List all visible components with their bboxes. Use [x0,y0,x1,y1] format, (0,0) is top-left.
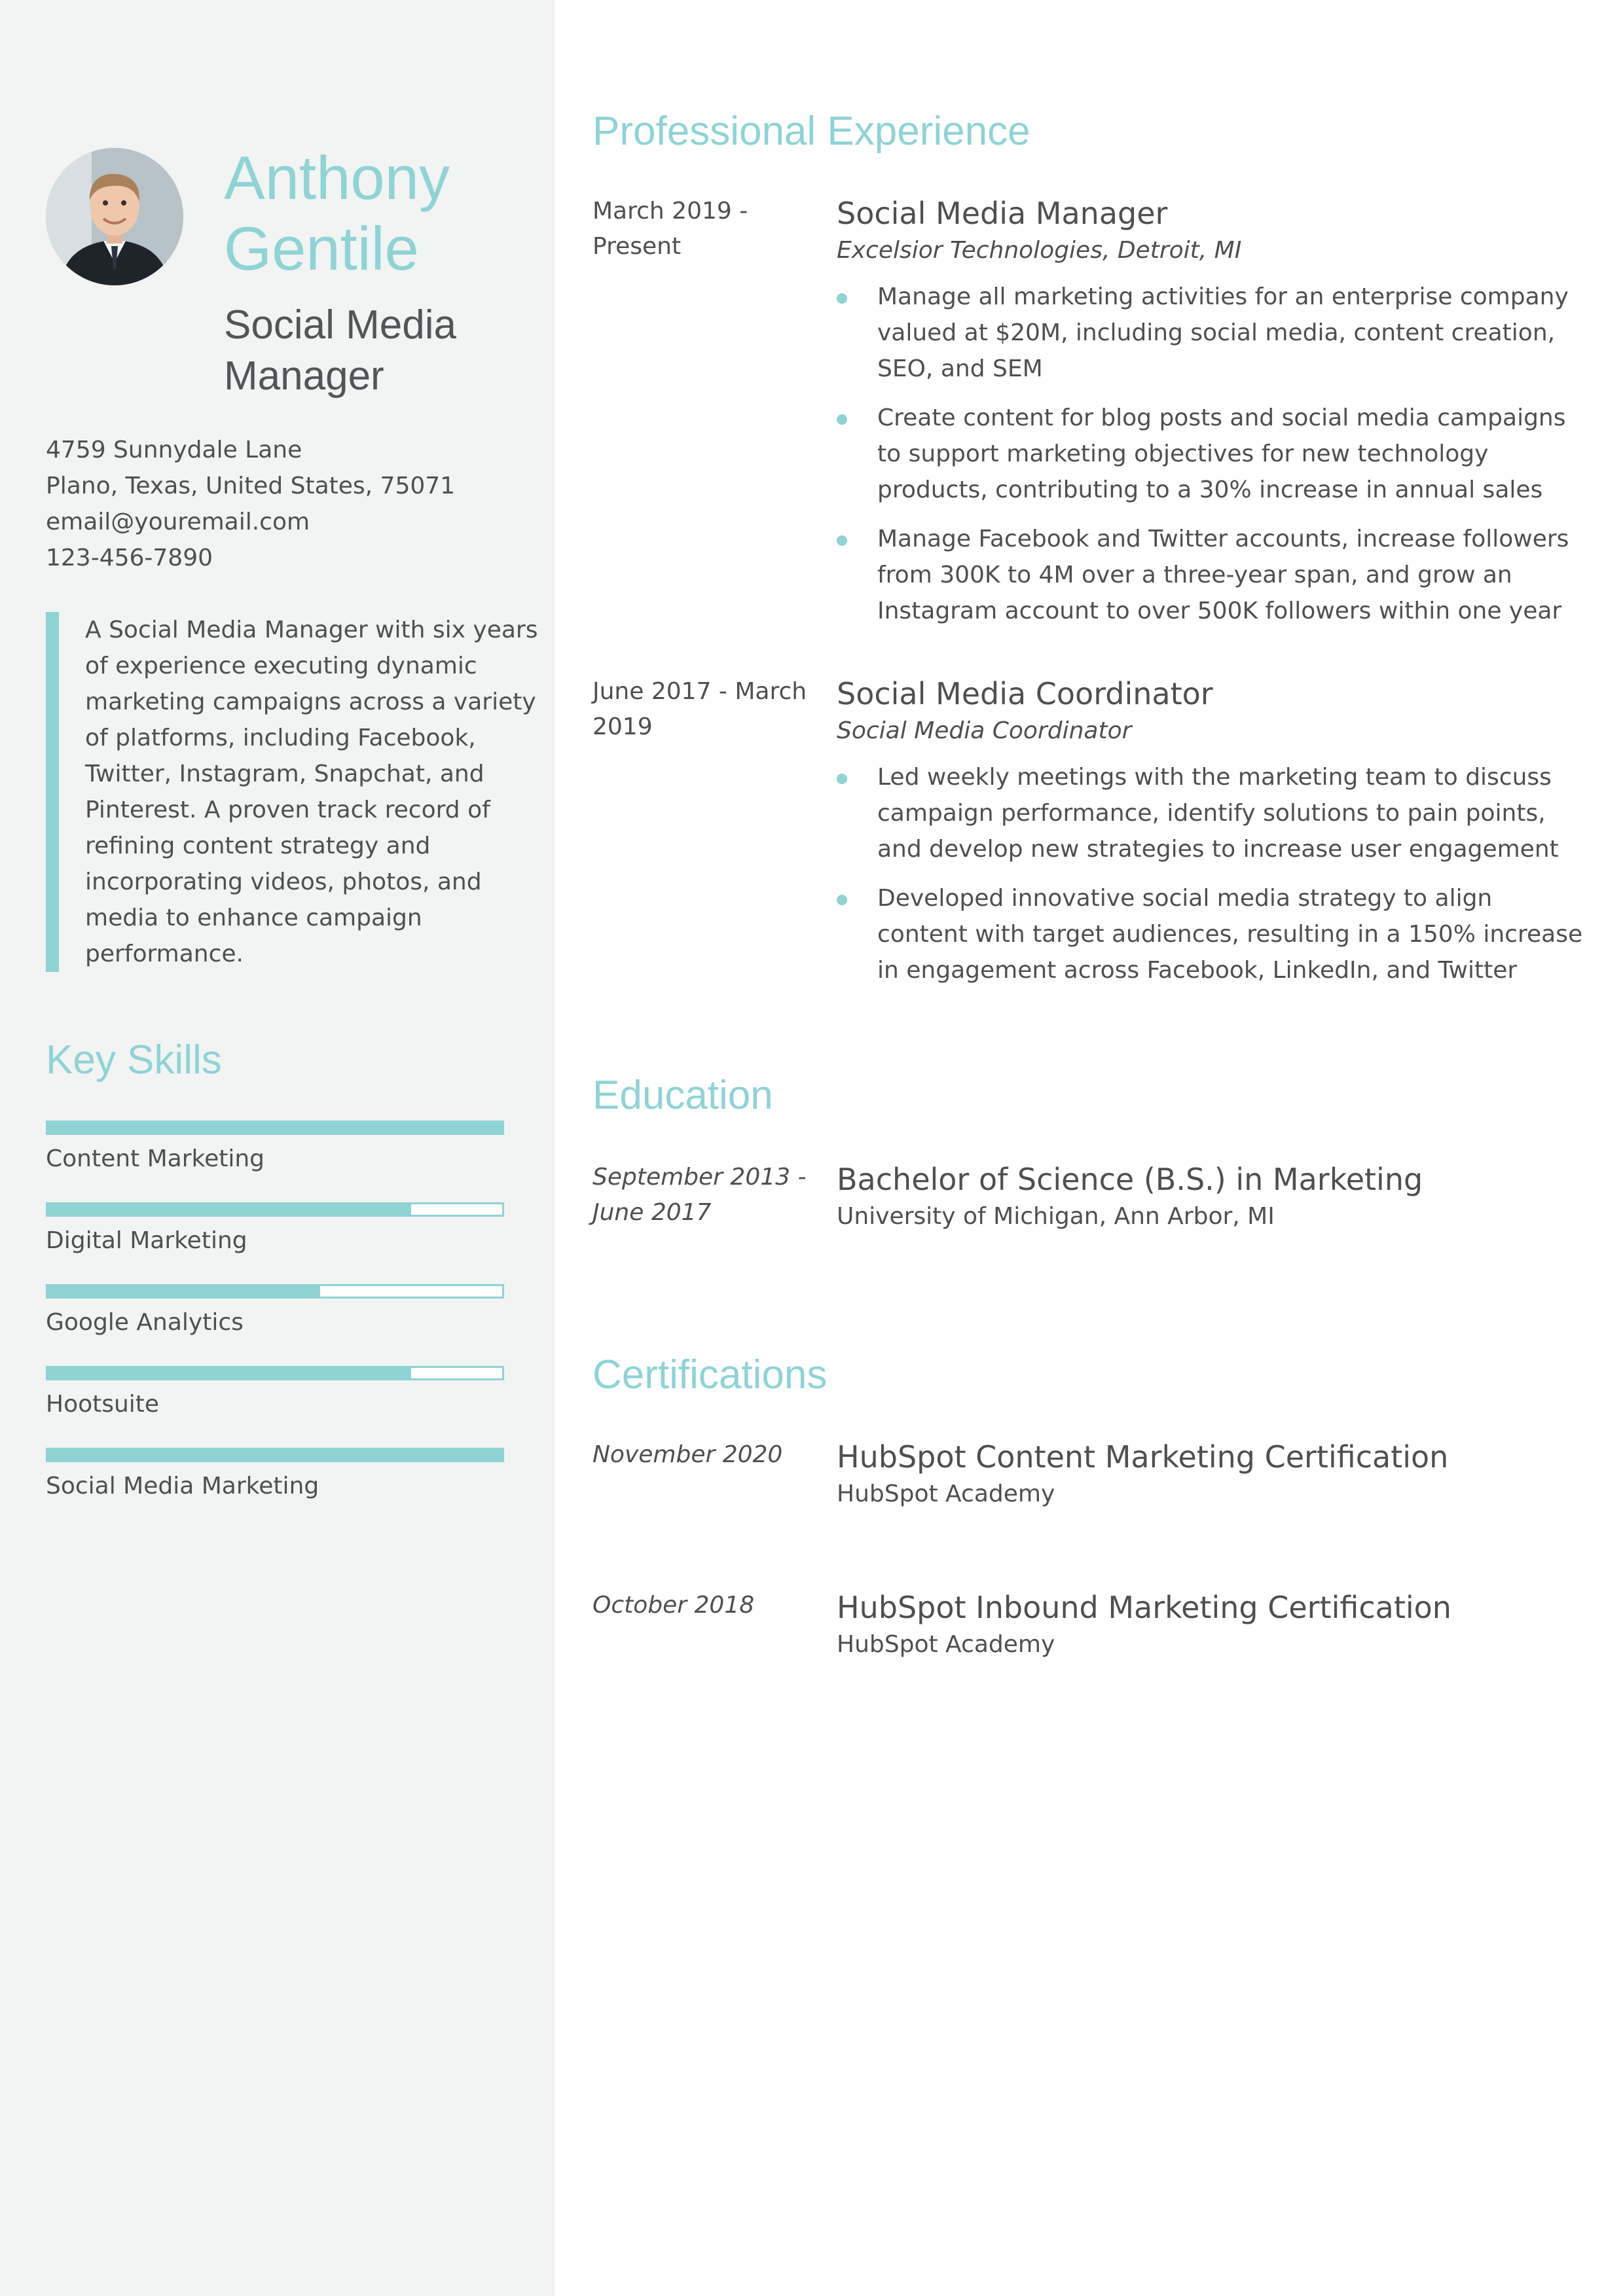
degree-title: Bachelor of Science (B.S.) in Marketing [837,1162,1423,1197]
profile-photo-image [46,148,183,285]
skill-label: Digital Marketing [46,1227,247,1254]
contact-phone[interactable]: 123-456-7890 [46,545,213,571]
experience-body [837,674,1590,1001]
bullet-icon [837,414,847,425]
certification-issuer: HubSpot Academy [837,1480,1055,1507]
job-bullet-text: Developed innovative social media strategy to align content with target audiences, resulting in a 150% increase in engagement across Facebook, LinkedIn, and Twitter [877,885,1583,984]
skill-item [46,1284,504,1366]
job-bullets [837,759,1590,988]
job-bullet [837,279,1590,387]
skill-bar [46,1121,504,1135]
bullet-icon [837,535,847,546]
job-title: Social Media Manager [837,196,1168,231]
first-name: Anthony [224,143,450,212]
skill-label: Social Media Marketing [46,1473,319,1499]
certification-date: October 2018 [593,1592,755,1619]
certification-date: November 2020 [593,1441,783,1468]
job-bullet [837,759,1590,867]
bullet-icon [837,774,847,784]
skill-bar [46,1366,504,1380]
skill-item [46,1366,504,1448]
skill-item [46,1121,504,1202]
education-body [837,1160,1590,1233]
contact-info [46,432,530,576]
skill-label: Google Analytics [46,1309,244,1336]
skill-bar-fill [48,1450,502,1460]
job-bullet-text: Led weekly meetings with the marketing team to discuss campaign performance, identify solutions to pain points, and develop new strategies to increase user engagement [877,764,1559,863]
profile-photo [46,148,183,285]
job-bullets [837,279,1590,629]
skill-bar [46,1448,504,1462]
skill-label: Content Marketing [46,1145,265,1172]
last-name: Gentile [224,214,419,283]
skill-item [46,1448,504,1530]
job-bullet [837,400,1590,508]
experience-heading: Professional Experience [593,109,1030,154]
experience-body [837,194,1590,642]
key-skills-heading: Key Skills [46,1037,222,1083]
profile-summary: A Social Media Manager with six years of experience executing dynamic marketing campaigns across a variety of platforms, including Facebook, Twitter, Instagram, Snapchat, and Pinterest. A proven track record of refining content strategy and incorporating videos, photos, and media to enhance campaign performance. [46,612,543,972]
certifications-heading: Certifications [593,1352,828,1397]
experience-date: March 2019 - Present [593,198,748,260]
certification-issuer: HubSpot Academy [837,1631,1055,1658]
candidate-role: Social Media Manager [224,302,456,399]
skill-item [46,1202,504,1284]
bullet-icon [837,895,847,905]
skills-list [46,1121,504,1530]
skill-bar-fill [48,1122,502,1133]
skill-bar-fill [48,1286,320,1297]
school-name: University of Michigan, Ann Arbor, MI [837,1203,1275,1230]
skill-bar [46,1202,504,1217]
experience-date: June 2017 - March 2019 [593,678,807,740]
contact-city: Plano, Texas, United States, 75071 [46,473,456,499]
certification-name: HubSpot Content Marketing Certification [837,1439,1449,1475]
skill-bar [46,1284,504,1299]
job-bullet [837,880,1590,988]
certification-body [837,1588,1590,1661]
certification-body [837,1437,1590,1511]
skill-label: Hootsuite [46,1391,160,1418]
job-bullet-text: Manage all marketing activities for an enterprise company valued at $20M, including social media, content creation, SEO, and SEM [877,283,1569,382]
contact-street: 4759 Sunnydale Lane [46,437,302,463]
main-content [555,0,1623,2296]
job-bullet [837,521,1590,629]
contact-email[interactable]: email@youremail.com [46,509,310,535]
bullet-icon [837,293,847,304]
candidate-name [224,143,532,284]
job-bullet-text: Create content for blog posts and social media campaigns to support marketing objectives for new technology products, contributing to a 30% increase in annual sales [877,404,1566,503]
job-bullet-text: Manage Facebook and Twitter accounts, increase followers from 300K to 4M over a three-year span, and grow an Instagram account to over 500K followers within one year [877,526,1569,624]
education-heading: Education [593,1073,773,1118]
job-organization: Excelsior Technologies, Detroit, MI [837,237,1242,264]
certification-name: HubSpot Inbound Marketing Certification [837,1590,1451,1625]
education-date: September 2013 - June 2017 [593,1164,807,1226]
skill-bar-fill [48,1368,411,1378]
sidebar [0,0,555,2296]
skill-bar-fill [48,1204,411,1215]
job-organization: Social Media Coordinator [837,717,1132,744]
job-title: Social Media Coordinator [837,676,1213,711]
